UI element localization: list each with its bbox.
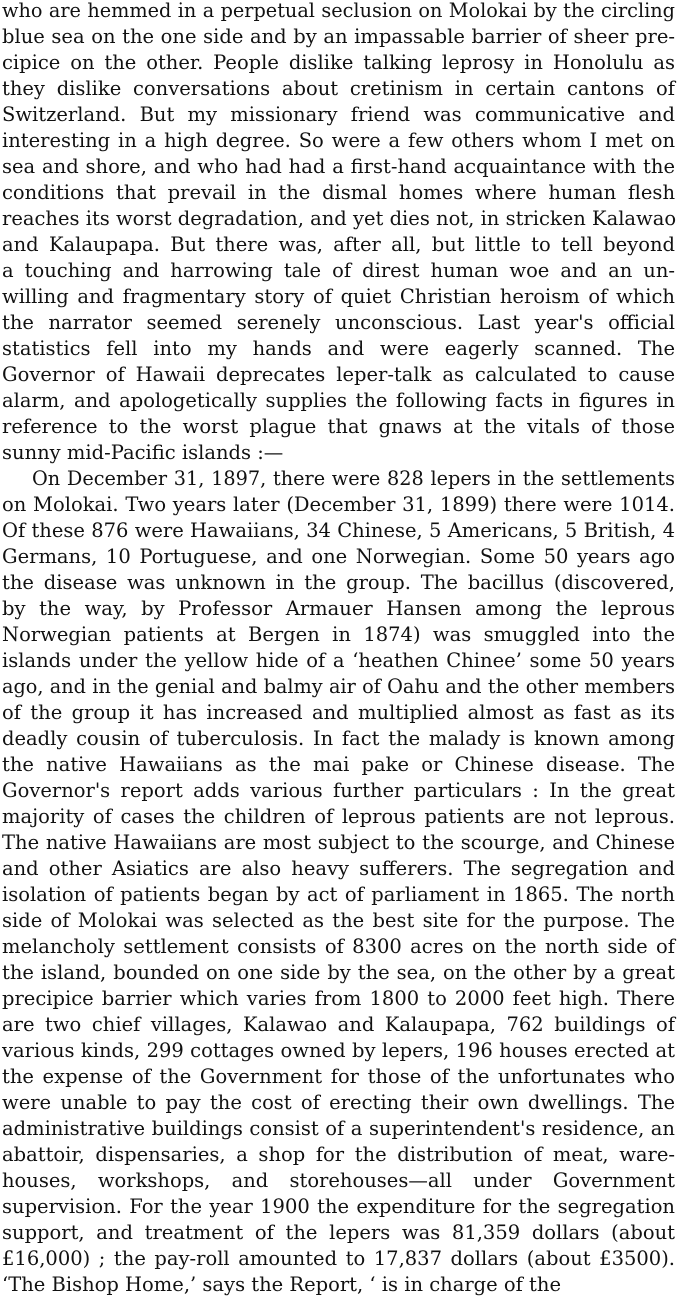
text-line: precipice barrier which varies from 1800 to 2000 feet high. There: [2, 987, 675, 1010]
text-line: support, and treatment of the lepers was 81,359 dollars (about: [2, 1221, 675, 1244]
text-line: cipice on the other. People dislike talking leprosy in Honolulu as: [2, 51, 675, 74]
text-line: the island, bounded on one side by the sea, on the other by a great: [2, 961, 675, 984]
text-line: Governor's report adds various further particulars : In the great: [2, 779, 675, 802]
text-line: ‘The Bishop Home,’ says the Report, ‘ is in charge of the: [2, 1273, 561, 1296]
text-line: sunny mid-Pacific islands :—: [2, 441, 284, 464]
text-line: alarm, and apologetically supplies the following facts in figures in: [2, 389, 675, 412]
text-line: deadly cousin of tuberculosis. In fact the malady is known among: [2, 727, 675, 750]
text-line: administrative buildings consist of a superintendent's residence, an: [2, 1117, 675, 1140]
text-line: Switzerland. But my missionary friend was communicative and: [2, 103, 675, 126]
text-line: On December 31, 1897, there were 828 lepers in the settlements: [32, 467, 675, 490]
text-line: they dislike conversations about cretinism in certain cantons of: [2, 77, 675, 100]
text-line: isolation of patients began by act of parliament in 1865. The north: [2, 883, 675, 906]
text-line: and other Asiatics are also heavy sufferers. The segregation and: [2, 857, 675, 880]
text-line: were unable to pay the cost of erecting their own dwellings. The: [2, 1091, 675, 1114]
text-line: abattoir, dispensaries, a shop for the distribution of meat, ware-: [2, 1143, 675, 1166]
text-line: the narrator seemed serenely unconscious. Last year's official: [2, 311, 675, 334]
text-line: are two chief villages, Kalawao and Kalaupapa, 762 buildings of: [2, 1013, 675, 1036]
text-line: melancholy settlement consists of 8300 acres on the north side of: [2, 935, 675, 958]
text-line: the native Hawaiians as the mai pake or Chinese disease. The: [2, 753, 675, 776]
text-line: by the way, by Professor Armauer Hansen among the leprous: [2, 597, 675, 620]
text-line: Germans, 10 Portuguese, and one Norwegian. Some 50 years ago: [2, 545, 675, 568]
text-line: supervision. For the year 1900 the expenditure for the segregation: [2, 1195, 675, 1218]
text-line: of the group it has increased and multiplied almost as fast as its: [2, 701, 675, 724]
text-line: various kinds, 299 cottages owned by lepers, 196 houses erected at: [2, 1039, 675, 1062]
text-line: Governor of Hawaii deprecates leper-talk as calculated to cause: [2, 363, 675, 386]
text-line: and Kalaupapa. But there was, after all, but little to tell beyond: [2, 233, 675, 256]
text-line: side of Molokai was selected as the best site for the purpose. The: [2, 909, 675, 932]
text-line: reaches its worst degradation, and yet dies not, in stricken Kalawao: [2, 207, 677, 230]
text-line: on Molokai. Two years later (December 31, 1899) there were 1014.: [2, 493, 675, 516]
text-line: Norwegian patients at Bergen in 1874) was smuggled into the: [2, 623, 675, 646]
text-line: interesting in a high degree. So were a few others whom I met on: [2, 129, 675, 152]
text-line: reference to the worst plague that gnaws at the vitals of those: [2, 415, 675, 438]
text-line: Of these 876 were Hawaiians, 34 Chinese, 5 Americans, 5 British, 4: [2, 519, 675, 542]
text-line: majority of cases the children of leprous patients are not leprous.: [2, 805, 675, 828]
text-line: statistics fell into my hands and were eagerly scanned. The: [2, 337, 675, 360]
text-line: who are hemmed in a perpetual seclusion on Molokai by the circling: [2, 0, 675, 22]
text-line: a touching and harrowing tale of direst human woe and an un-: [2, 259, 675, 282]
text-line: the expense of the Government for those of the unfortunates who: [2, 1065, 675, 1088]
text-line: willing and fragmentary story of quiet Christian heroism of which: [2, 285, 675, 308]
text-line: islands under the yellow hide of a ‘heathen Chinee’ some 50 years: [2, 649, 675, 672]
text-line: sea and shore, and who had had a first-hand acquaintance with the: [2, 155, 675, 178]
text-line: £16,000) ; the pay-roll amounted to 17,837 dollars (about £3500).: [2, 1247, 675, 1270]
text-line: blue sea on the one side and by an impassable barrier of sheer pre-: [2, 25, 675, 48]
text-line: The native Hawaiians are most subject to the scourge, and Chinese: [2, 831, 675, 854]
text-line: ago, and in the genial and balmy air of Oahu and the other members: [2, 675, 675, 698]
text-line: the disease was unknown in the group. The bacillus (discovered,: [2, 571, 675, 594]
text-line: conditions that prevail in the dismal homes where human flesh: [2, 181, 675, 204]
text-line: houses, workshops, and storehouses—all under Government: [2, 1169, 675, 1192]
